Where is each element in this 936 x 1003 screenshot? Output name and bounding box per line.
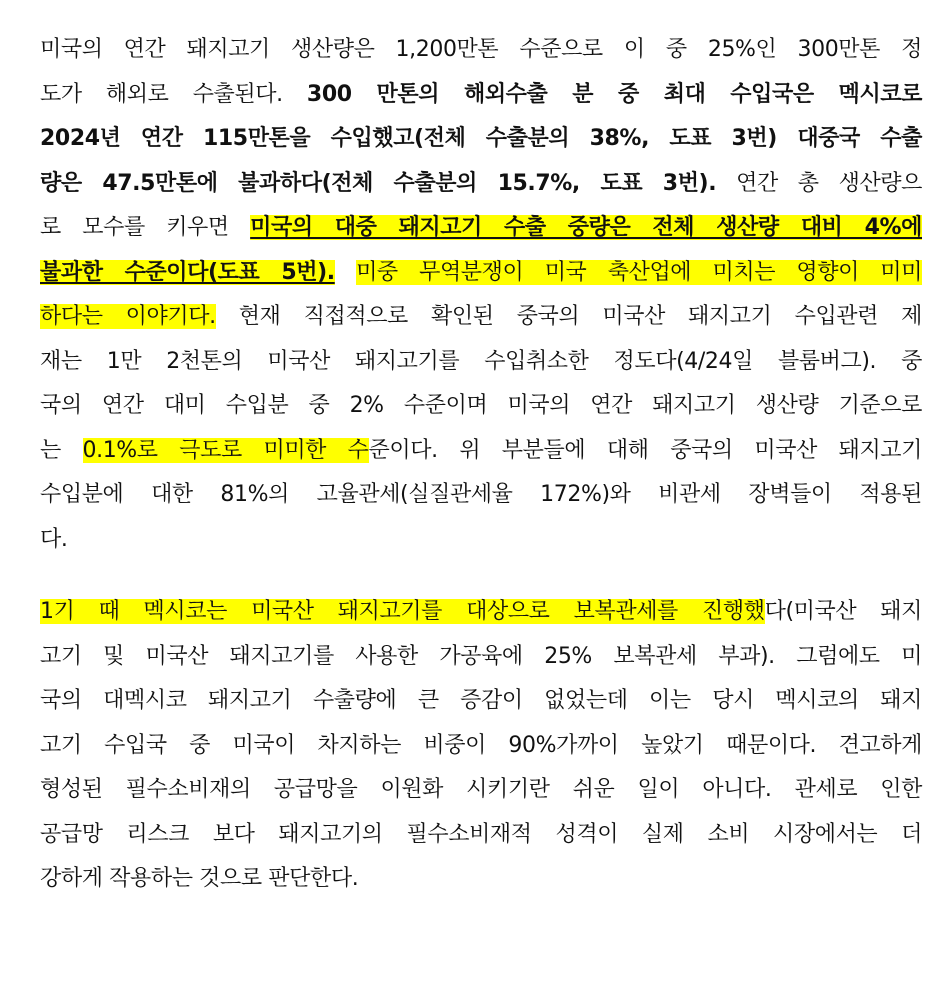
text-span: 다. — [40, 526, 68, 552]
text-span — [335, 260, 356, 285]
text-line — [40, 679, 922, 724]
text-line — [40, 724, 922, 769]
text-line — [40, 518, 922, 563]
text-line — [40, 295, 922, 340]
text-line — [40, 162, 922, 207]
text-line — [40, 206, 922, 251]
text-line — [40, 28, 922, 73]
text-line — [40, 251, 922, 296]
highlighted-text: 미중 무역분쟁이 미국 축산업에 미치는 영향이 미미 — [356, 259, 923, 285]
text-span: 강하게 작용하는 것으로 판단한다. — [40, 866, 359, 891]
text-span: 형성된 필수소비재의 공급망을 이원화 시키기란 쉬운 일이 아니다. 관세로 인한 — [40, 777, 922, 802]
text-span: 수입분에 대한 81%의 고율관세(실질관세율 172%)와 비관세 장벽들이 적용된 — [40, 482, 922, 507]
text-span: 고기 수입국 중 미국이 차지하는 비중이 90%가까이 높았기 때문이다. 견고하게 — [40, 732, 922, 758]
text-line — [40, 340, 922, 385]
text-line — [40, 590, 922, 635]
text-span: 고기 및 미국산 돼지고기를 사용한 가공육에 25% 보복관세 부과). 그럼에도 미 — [40, 643, 922, 669]
bold-text: 300 만톤의 해외수출 분 중 최대 수입국은 멕시코로 — [306, 81, 923, 107]
document-body — [40, 28, 922, 902]
text-span: 국의 대멕시코 돼지고기 수출량에 큰 증감이 없었는데 이는 당시 멕시코의 돼지 — [40, 688, 922, 713]
text-span: 로 모수를 키우면 — [40, 215, 251, 240]
text-span: 연간 총 생산량으 — [716, 170, 923, 196]
text-line — [40, 813, 922, 858]
text-line — [40, 857, 922, 902]
text-span: 공급망 리스크 보다 돼지고기의 필수소비재적 성격이 실제 소비 시장에서는 더 — [40, 821, 922, 847]
text-line — [40, 73, 922, 118]
paragraph — [40, 28, 922, 562]
text-span: 재는 1만 2천톤의 미국산 돼지고기를 수입취소한 정도다(4/24일 블룸버그). 중 — [40, 348, 922, 374]
text-span: 미국의 연간 돼지고기 생산량은 1,200만톤 수준으로 이 중 25%인 300만톤 정 — [40, 37, 922, 62]
highlighted-text: 1기 때 멕시코는 미국산 돼지고기를 대상으로 보복관세를 진행했 — [40, 599, 765, 624]
text-line — [40, 117, 922, 162]
paragraph — [40, 590, 922, 902]
highlighted-text: 하다는 이야기다. — [40, 304, 216, 329]
text-span: 다(미국산 돼지 — [764, 599, 923, 624]
text-span: 국의 연간 대미 수입분 중 2% 수준이며 미국의 연간 돼지고기 생산량 기준으로 — [40, 393, 922, 418]
text-line — [40, 635, 922, 680]
text-span: 현재 직접적으로 확인된 중국의 미국산 돼지고기 수입관련 제 — [215, 304, 922, 329]
bold-text: 량은 47.5만톤에 불과하다(전체 수출분의 15.7%, 도표 3번). — [40, 170, 717, 196]
highlighted-text: 0.1%로 극도로 미미한 수 — [82, 437, 369, 463]
text-span: 도가 해외로 수출된다. — [40, 81, 307, 107]
bold-text: 2024년 연간 115만톤을 수입했고(전체 수출분의 38%, 도표 3번) 대중국 수출 — [40, 126, 922, 151]
text-span: 준이다. 위 부분들에 대해 중국의 미국산 돼지고기 — [368, 437, 922, 463]
text-span: 는 — [40, 437, 83, 463]
highlighted-text: 불과한 수준이다(도표 5번). — [40, 259, 335, 285]
text-line — [40, 429, 922, 474]
text-line — [40, 768, 922, 813]
text-line — [40, 473, 922, 518]
text-line — [40, 384, 922, 429]
highlighted-text: 미국의 대중 돼지고기 수출 중량은 전체 생산량 대비 4%에 — [250, 215, 922, 240]
